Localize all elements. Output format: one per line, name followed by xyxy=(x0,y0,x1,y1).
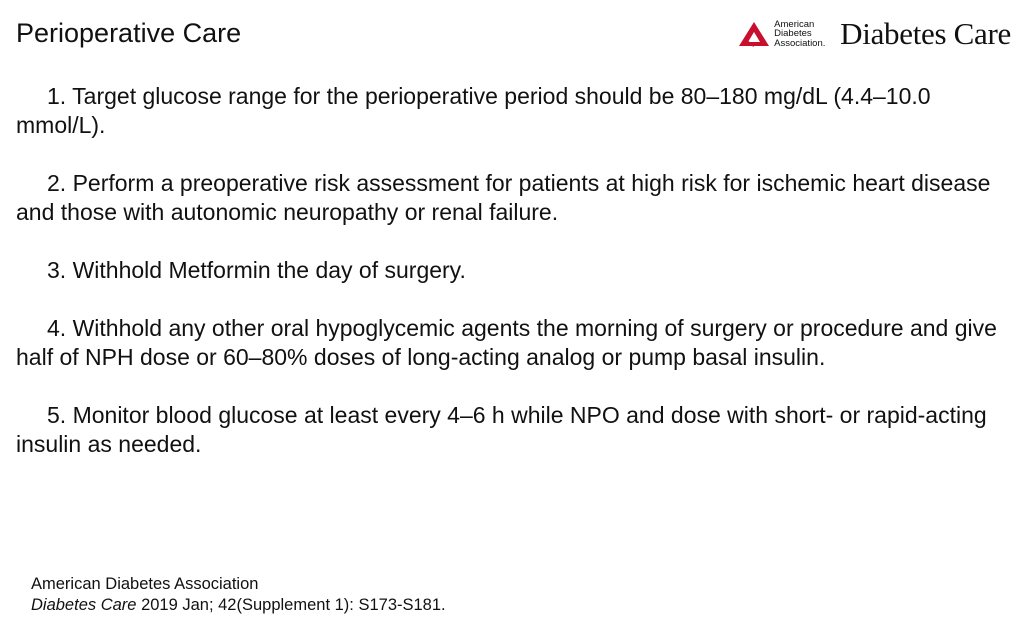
org-line: American xyxy=(774,18,815,30)
list-item: 3. Withhold Metformin the day of surgery. xyxy=(47,257,466,283)
citation-details: 2019 Jan; 42(Supplement 1): S173-S181. xyxy=(136,596,446,614)
citation-journal: Diabetes Care xyxy=(31,596,137,614)
triangle-logo-icon xyxy=(738,21,770,47)
org-line: Diabetes xyxy=(774,28,812,40)
logo xyxy=(738,14,1011,54)
list-item: 5. Monitor blood glucose at least every 4–6 h while NPO and dose with short- or rapid-acting insulin as needed. xyxy=(16,402,987,457)
citation-reference xyxy=(31,595,446,616)
brand-name: Diabetes Care xyxy=(840,16,1011,51)
citation xyxy=(31,574,446,616)
list-item: 1. Target glucose range for the perioperative period should be 80–180 mg/dL (4.4–10.0 mmol/L). xyxy=(16,83,931,138)
org-name xyxy=(774,20,836,49)
citation-author: American Diabetes Association xyxy=(31,575,259,593)
list-item: 4. Withhold any other oral hypoglycemic agents the morning of surgery or procedure and give half of NPH dose or 60–80% doses of long-acting analog or pump basal insulin. xyxy=(16,315,997,370)
page-title: Perioperative Care xyxy=(16,18,242,48)
org-line: Association. xyxy=(774,37,826,49)
recommendation-list xyxy=(16,82,1012,488)
list-item: 2. Perform a preoperative risk assessment for patients at high risk for ischemic heart disease and those with autonomic neuropathy or renal failure. xyxy=(16,170,991,225)
